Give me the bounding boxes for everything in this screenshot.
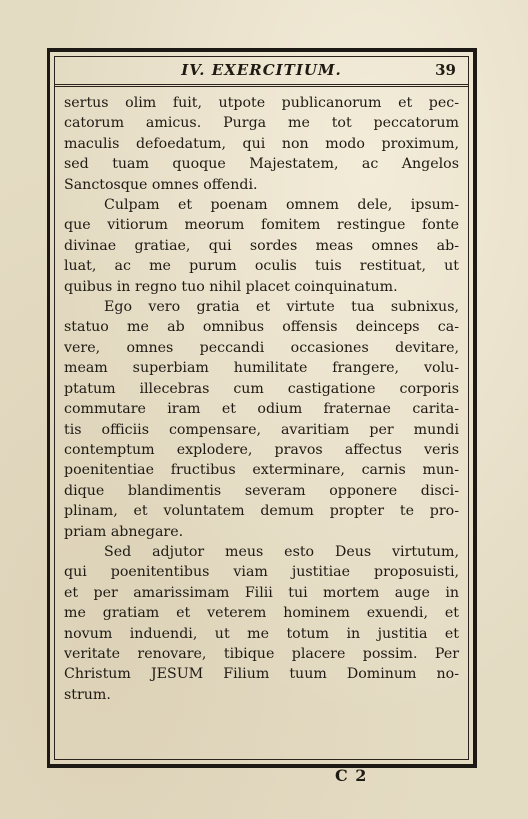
text-line: Christum JESUM Filium tuum Dominum no- (64, 666, 459, 683)
text-line: luat, ac me purum oculis tuis restituat, ut (64, 258, 459, 275)
text-line: plinam, et voluntatem demum propter te pro- (64, 503, 459, 520)
text-line: sed tuam quoque Majestatem, ac Angelos (64, 156, 459, 173)
text-line: veritate renovare, tibique placere possim. Per (64, 645, 459, 662)
text-line: meam superbiam humilitate frangere, volu- (64, 360, 459, 377)
text-line: vere, omnes peccandi occasiones devitare, (64, 339, 459, 356)
text-line: tis officiis compensare, avaritiam per mundi (64, 421, 459, 438)
text-line: Sed adjutor meus esto Deus virtutum, (104, 543, 459, 560)
text-line: statuo me ab omnibus offensis deinceps ca- (64, 319, 459, 336)
text-line: que vitiorum meorum fomitem restingue fonte (64, 217, 459, 234)
page-number: 39 (435, 61, 456, 79)
text-line: qui poenitentibus viam justitiae proposuisti, (64, 564, 459, 581)
page-border (47, 48, 477, 768)
text-line: novum induendi, ut me totum in justitia et (64, 625, 459, 642)
body-text (64, 93, 459, 705)
text-line: quibus in regno tuo nihil placet coinquinatum. (64, 278, 398, 295)
page-inner-border (54, 56, 469, 760)
text-line: me gratiam et veterem hominem exuendi, et (64, 605, 459, 622)
text-line: strum. (64, 686, 111, 703)
text-line: commutare iram et odium fraternae carita- (64, 401, 459, 418)
text-line: maculis defoedatum, qui non modo proximum, (64, 135, 459, 152)
text-line: contemptum explodere, pravos affectus veris (64, 441, 459, 458)
header-rule (55, 86, 468, 87)
text-line: Culpam et poenam omnem dele, ipsum- (104, 197, 459, 214)
text-line: dique blandimentis severam opponere disci- (64, 482, 459, 499)
text-line: ptatum illecebras cum castigatione corporis (64, 380, 459, 397)
text-line: et per amarissimam Filii tui mortem auge in (64, 584, 459, 601)
printer-signature-mark: C 2 (335, 766, 368, 785)
text-line: sertus olim fuit, utpote publicanorum et pec- (64, 95, 459, 111)
text-line: catorum amicus. Purga me tot peccatorum (64, 115, 459, 132)
text-line: divinae gratiae, qui sordes meas omnes ab- (64, 237, 459, 254)
text-line: Ego vero gratia et virtute tua subnixus, (104, 299, 459, 316)
running-title: IV. EXERCITIUM. (181, 61, 342, 79)
text-line: Sanctosque omnes offendi. (64, 176, 258, 193)
text-line: priam abnegare. (64, 523, 184, 540)
text-line: poenitentiae fructibus exterminare, carnis mun- (64, 462, 459, 479)
running-header (55, 57, 468, 85)
